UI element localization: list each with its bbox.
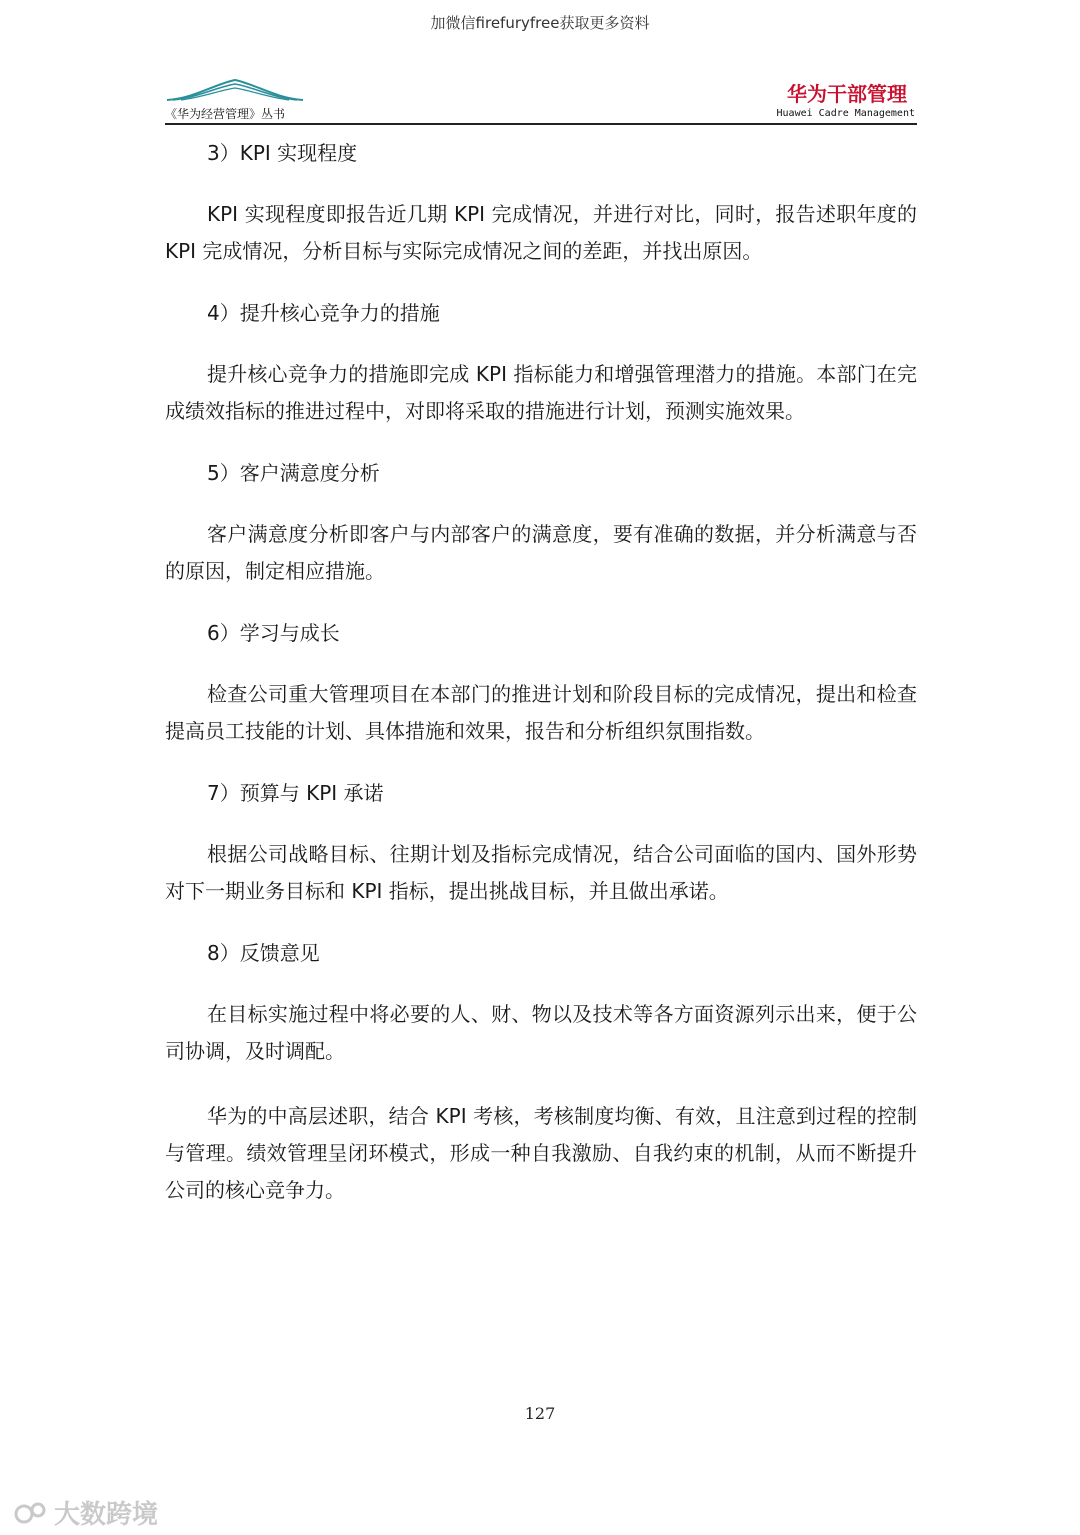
paragraph: 客户满意度分析即客户与内部客户的满意度，要有准确的数据，并分析满意与否的原因，制定相应措施。 (165, 522, 917, 583)
page-number: 127 (524, 1404, 556, 1423)
series-title: 《华为经营管理》丛书 (165, 107, 286, 121)
section-heading: 5）客户满意度分析 (207, 461, 380, 485)
paragraph: KPI 实现程度即报告近几期 KPI 完成情况，并进行对比，同时，报告述职年度的 KPI 完成情况，分析目标与实际完成情况之间的差距，并找出原因。 (165, 202, 917, 263)
section-heading: 3）KPI 实现程度 (207, 141, 358, 165)
document-body (165, 138, 917, 1209)
top-note: 加微信firefuryfree获取更多资料 (430, 14, 650, 32)
section-heading: 8）反馈意见 (207, 941, 320, 965)
section-heading: 6）学习与成长 (207, 621, 340, 645)
paragraph: 提升核心竞争力的措施即完成 KPI 指标能力和增强管理潜力的措施。本部门在完成绩效指标的推进过程中，对即将采取的措施进行计划，预测实施效果。 (165, 362, 917, 423)
page-header (165, 78, 917, 124)
brand-logo-icon (14, 1501, 50, 1527)
brand-subtitle: Huawei Cadre Management (776, 108, 915, 119)
watermark (14, 1495, 184, 1535)
header-divider (165, 123, 917, 125)
paragraph: 华为的中高层述职，结合 KPI 考核，考核制度均衡、有效，且注意到过程的控制与管理。绩效管理呈闭环模式，形成一种自我激励、自我约束的机制，从而不断提升公司的核心竞争力。 (165, 1104, 917, 1202)
brand-title: 华为干部管理 (787, 82, 907, 106)
paragraph: 在目标实施过程中将必要的人、财、物以及技术等各方面资源列示出来，便于公司协调，及时调配。 (165, 1002, 917, 1063)
section-heading: 4）提升核心竞争力的措施 (207, 301, 440, 325)
watermark-text: 大数跨境 (54, 1500, 159, 1530)
mountain-logo-icon (165, 78, 305, 102)
paragraph: 根据公司战略目标、往期计划及指标完成情况，结合公司面临的国内、国外形势对下一期业务目标和 KPI 指标，提出挑战目标，并且做出承诺。 (165, 842, 917, 903)
paragraph: 检查公司重大管理项目在本部门的推进计划和阶段目标的完成情况，提出和检查提高员工技能的计划、具体措施和效果，报告和分析组织氛围指数。 (165, 682, 917, 743)
section-heading: 7）预算与 KPI 承诺 (207, 781, 384, 805)
